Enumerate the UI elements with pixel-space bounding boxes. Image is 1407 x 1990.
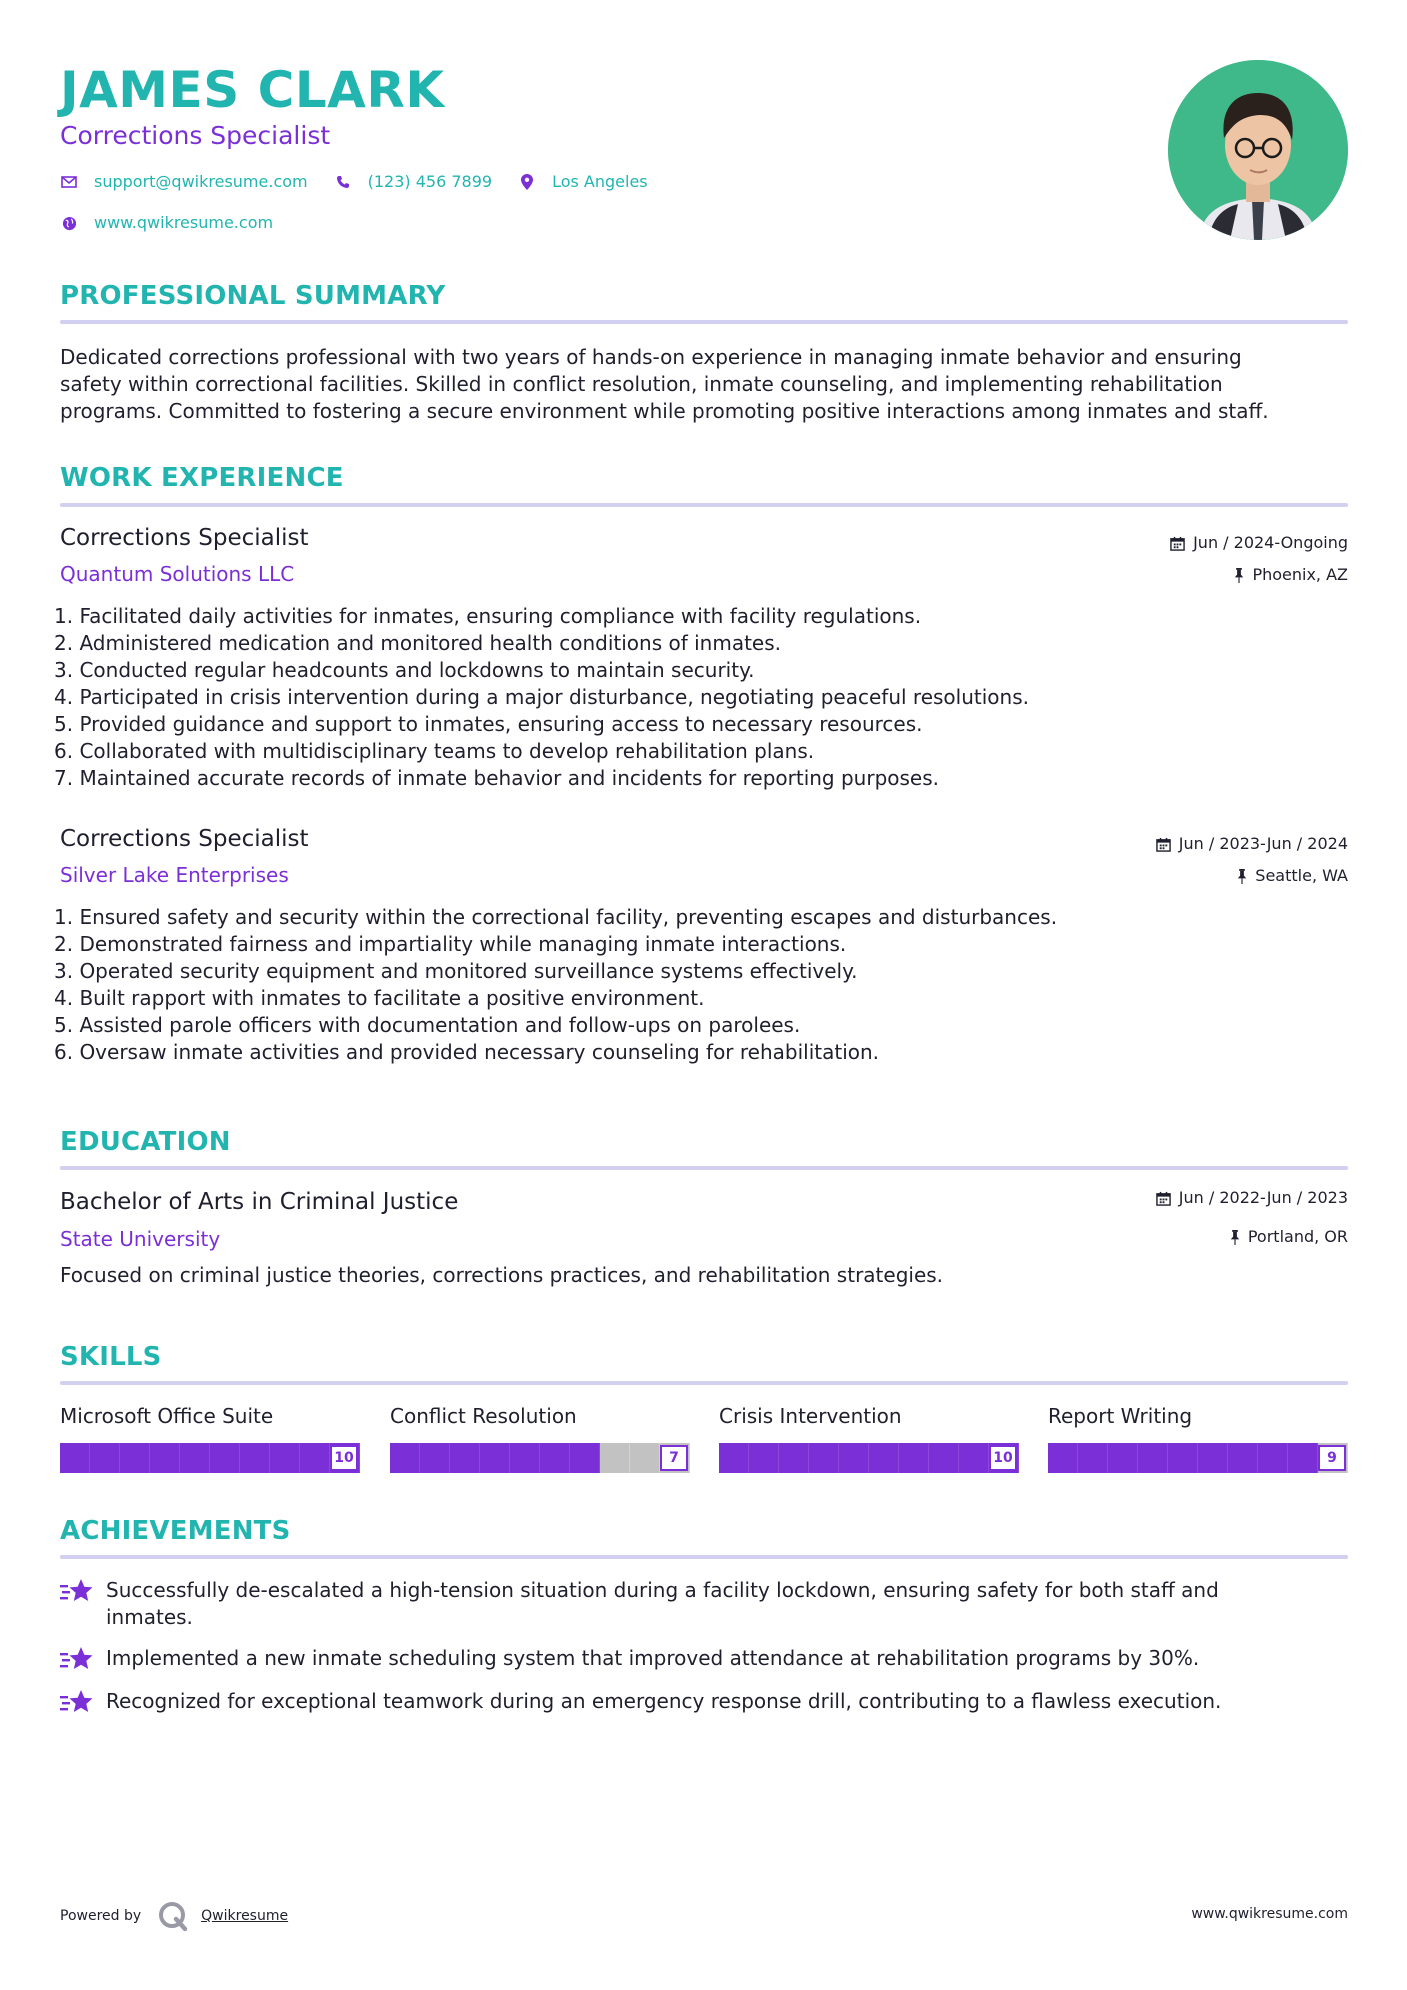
job-company: Quantum Solutions LLC bbox=[60, 562, 295, 586]
star-icon bbox=[60, 1577, 96, 1607]
section-divider bbox=[60, 1555, 1348, 1559]
achievement-item bbox=[60, 1645, 1350, 1675]
skill-segment-filled bbox=[210, 1443, 240, 1473]
skill-segment-filled bbox=[60, 1443, 90, 1473]
brand-link[interactable]: Qwikresume bbox=[201, 1908, 289, 1924]
skill-segment-filled bbox=[480, 1443, 510, 1473]
achievement-text: Implemented a new inmate scheduling system that improved attendance at rehabilitation programs by 30%. bbox=[106, 1646, 1200, 1670]
summary-text bbox=[60, 344, 1350, 425]
skill-level-value: 10 bbox=[989, 1445, 1017, 1471]
education-location-text: Portland, OR bbox=[1247, 1227, 1348, 1246]
skill-name: Report Writing bbox=[1048, 1404, 1193, 1428]
skill-segment-filled bbox=[150, 1443, 180, 1473]
job-location bbox=[1234, 565, 1348, 585]
achievement-item bbox=[60, 1688, 1350, 1718]
profile-photo bbox=[1168, 60, 1348, 240]
section-title-experience: WORK EXPERIENCE bbox=[60, 463, 344, 493]
school-name: State University bbox=[60, 1227, 221, 1251]
skill-segment-filled bbox=[1048, 1443, 1078, 1473]
skill-segment-filled bbox=[929, 1443, 959, 1473]
footer-powered-by bbox=[60, 1900, 288, 1932]
skill-name: Crisis Intervention bbox=[719, 1404, 902, 1428]
skill-name: Conflict Resolution bbox=[390, 1404, 577, 1428]
skill-level-value: 9 bbox=[1318, 1445, 1346, 1471]
skill-segment-filled bbox=[240, 1443, 270, 1473]
achievement-item bbox=[60, 1577, 1350, 1631]
skill-segment-filled bbox=[1138, 1443, 1168, 1473]
skill-level-bar bbox=[1048, 1443, 1348, 1473]
section-divider bbox=[60, 503, 1348, 507]
section-divider bbox=[60, 1166, 1348, 1170]
skill-segment-filled bbox=[90, 1443, 120, 1473]
list-item: 1. Ensured safety and security within the correctional facility, preventing escapes and disturbances. bbox=[54, 905, 1058, 929]
phone-icon bbox=[334, 173, 352, 191]
star-icon bbox=[60, 1688, 96, 1718]
list-item: 6. Oversaw inmate activities and provided necessary counseling for rehabilitation. bbox=[54, 1040, 880, 1064]
skill-segment-filled bbox=[899, 1443, 929, 1473]
powered-by-label: Powered by bbox=[60, 1908, 142, 1924]
skill-level-value: 7 bbox=[660, 1445, 688, 1471]
list-item: 7. Maintained accurate records of inmate behavior and incidents for reporting purposes. bbox=[54, 766, 940, 790]
job-location bbox=[1237, 866, 1348, 886]
contact-row-primary bbox=[60, 172, 674, 192]
job-location-text: Phoenix, AZ bbox=[1252, 565, 1348, 584]
email-link[interactable]: support@qwikresume.com bbox=[94, 172, 308, 191]
skill-segment-filled bbox=[300, 1443, 330, 1473]
list-item: 1. Facilitated daily activities for inmates, ensuring compliance with facility regulations. bbox=[54, 604, 922, 628]
list-item: 3. Conducted regular headcounts and lockdowns to maintain security. bbox=[54, 658, 755, 682]
skill-segment-filled bbox=[1288, 1443, 1318, 1473]
skill-segment-filled bbox=[869, 1443, 899, 1473]
skill-item bbox=[719, 1403, 1019, 1466]
skill-segment-filled bbox=[1168, 1443, 1198, 1473]
skill-segment-filled bbox=[959, 1443, 989, 1473]
education-dates bbox=[1156, 1188, 1348, 1208]
skill-level-bar bbox=[390, 1443, 690, 1473]
globe-icon bbox=[60, 214, 78, 232]
section-title-summary: PROFESSIONAL SUMMARY bbox=[60, 281, 446, 311]
skill-item bbox=[60, 1403, 360, 1466]
pushpin-icon bbox=[1237, 869, 1247, 884]
skill-segment-filled bbox=[510, 1443, 540, 1473]
section-title-education: EDUCATION bbox=[60, 1127, 231, 1157]
skill-segment-filled bbox=[1078, 1443, 1108, 1473]
skill-segment-empty bbox=[630, 1443, 660, 1473]
skill-segment-filled bbox=[420, 1443, 450, 1473]
job-location-text: Seattle, WA bbox=[1255, 866, 1348, 885]
job-bullets bbox=[54, 904, 1344, 1066]
list-item: 5. Assisted parole officers with documentation and follow-ups on parolees. bbox=[54, 1013, 801, 1037]
job-dates bbox=[1170, 533, 1348, 553]
calendar-icon bbox=[1156, 837, 1171, 852]
achievement-text: Recognized for exceptional teamwork during an emergency response drill, contributing to a flawless execution. bbox=[106, 1689, 1222, 1713]
summary-line: programs. Committed to fostering a secure environment while promoting positive interactions among inmates and staff. bbox=[60, 399, 1269, 423]
skill-segment-filled bbox=[719, 1443, 749, 1473]
skill-segment-filled bbox=[779, 1443, 809, 1473]
summary-line: Dedicated corrections professional with two years of hands-on experience in managing inmate behavior and ensuring bbox=[60, 345, 1242, 369]
skill-segment-filled bbox=[390, 1443, 420, 1473]
pushpin-icon bbox=[1234, 568, 1244, 583]
candidate-name: JAMES CLARK bbox=[60, 61, 445, 119]
list-item: 3. Operated security equipment and monitored surveillance systems effectively. bbox=[54, 959, 858, 983]
skill-segment-filled bbox=[570, 1443, 600, 1473]
skill-segment-filled bbox=[749, 1443, 779, 1473]
skill-segment-filled bbox=[1198, 1443, 1228, 1473]
pushpin-icon bbox=[1230, 1230, 1240, 1245]
job-bullets bbox=[54, 603, 1344, 792]
candidate-role: Corrections Specialist bbox=[60, 121, 331, 150]
list-item: 6. Collaborated with multidisciplinary teams to develop rehabilitation plans. bbox=[54, 739, 815, 763]
skill-segment-filled bbox=[120, 1443, 150, 1473]
mail-icon bbox=[60, 173, 78, 191]
calendar-icon bbox=[1170, 536, 1185, 551]
list-item: 4. Participated in crisis intervention during a major disturbance, negotiating peaceful resolutions. bbox=[54, 685, 1029, 709]
section-title-achievements: ACHIEVEMENTS bbox=[60, 1516, 291, 1546]
skill-segment-filled bbox=[809, 1443, 839, 1473]
skill-segment-filled bbox=[839, 1443, 869, 1473]
job-title: Corrections Specialist bbox=[60, 826, 309, 852]
skill-segment-filled bbox=[450, 1443, 480, 1473]
phone-number[interactable]: (123) 456 7899 bbox=[367, 172, 493, 191]
job-title: Corrections Specialist bbox=[60, 525, 309, 551]
skill-name: Microsoft Office Suite bbox=[60, 1404, 274, 1428]
qwikresume-logo bbox=[157, 1900, 189, 1932]
skill-level-bar bbox=[719, 1443, 1019, 1473]
skill-segment-filled bbox=[270, 1443, 300, 1473]
calendar-icon bbox=[1156, 1191, 1171, 1206]
skill-item bbox=[390, 1403, 690, 1466]
footer-website[interactable]: www.qwikresume.com bbox=[1191, 1906, 1348, 1922]
skill-level-bar bbox=[60, 1443, 360, 1473]
skill-segment-filled bbox=[540, 1443, 570, 1473]
skill-segment-filled bbox=[1228, 1443, 1258, 1473]
section-divider bbox=[60, 320, 1348, 324]
degree-title: Bachelor of Arts in Criminal Justice bbox=[60, 1189, 459, 1215]
job-dates bbox=[1156, 834, 1348, 854]
job-dates-text: Jun / 2023-Jun / 2024 bbox=[1178, 834, 1348, 853]
location-text: Los Angeles bbox=[552, 172, 648, 191]
education-description: Focused on criminal justice theories, corrections practices, and rehabilitation strategies. bbox=[60, 1263, 944, 1287]
summary-line: safety within correctional facilities. Skilled in conflict resolution, inmate counseling, and implementing rehabilitation bbox=[60, 372, 1223, 396]
list-item: 2. Demonstrated fairness and impartiality while managing inmate interactions. bbox=[54, 932, 847, 956]
list-item: 4. Built rapport with inmates to facilitate a positive environment. bbox=[54, 986, 705, 1010]
education-location bbox=[1230, 1227, 1348, 1247]
skill-item bbox=[1048, 1403, 1348, 1466]
education-dates-text: Jun / 2022-Jun / 2023 bbox=[1178, 1188, 1348, 1207]
location-pin-icon bbox=[518, 173, 536, 191]
skill-segment-empty bbox=[600, 1443, 630, 1473]
skill-segment-filled bbox=[180, 1443, 210, 1473]
section-divider bbox=[60, 1381, 1348, 1385]
skill-level-value: 10 bbox=[330, 1445, 358, 1471]
list-item: 2. Administered medication and monitored health conditions of inmates. bbox=[54, 631, 782, 655]
contact-row-secondary bbox=[60, 213, 299, 233]
section-title-skills: SKILLS bbox=[60, 1342, 162, 1372]
job-company: Silver Lake Enterprises bbox=[60, 863, 289, 887]
list-item: 5. Provided guidance and support to inmates, ensuring access to necessary resources. bbox=[54, 712, 923, 736]
achievement-text: Successfully de-escalated a high-tension situation during a facility lockdown, ensuring safety for both staff and inmates. bbox=[106, 1578, 1219, 1629]
job-dates-text: Jun / 2024-Ongoing bbox=[1193, 533, 1348, 552]
website-link[interactable]: www.qwikresume.com bbox=[94, 213, 274, 232]
skill-segment-filled bbox=[1108, 1443, 1138, 1473]
skill-segment-filled bbox=[1258, 1443, 1288, 1473]
star-icon bbox=[60, 1645, 96, 1675]
